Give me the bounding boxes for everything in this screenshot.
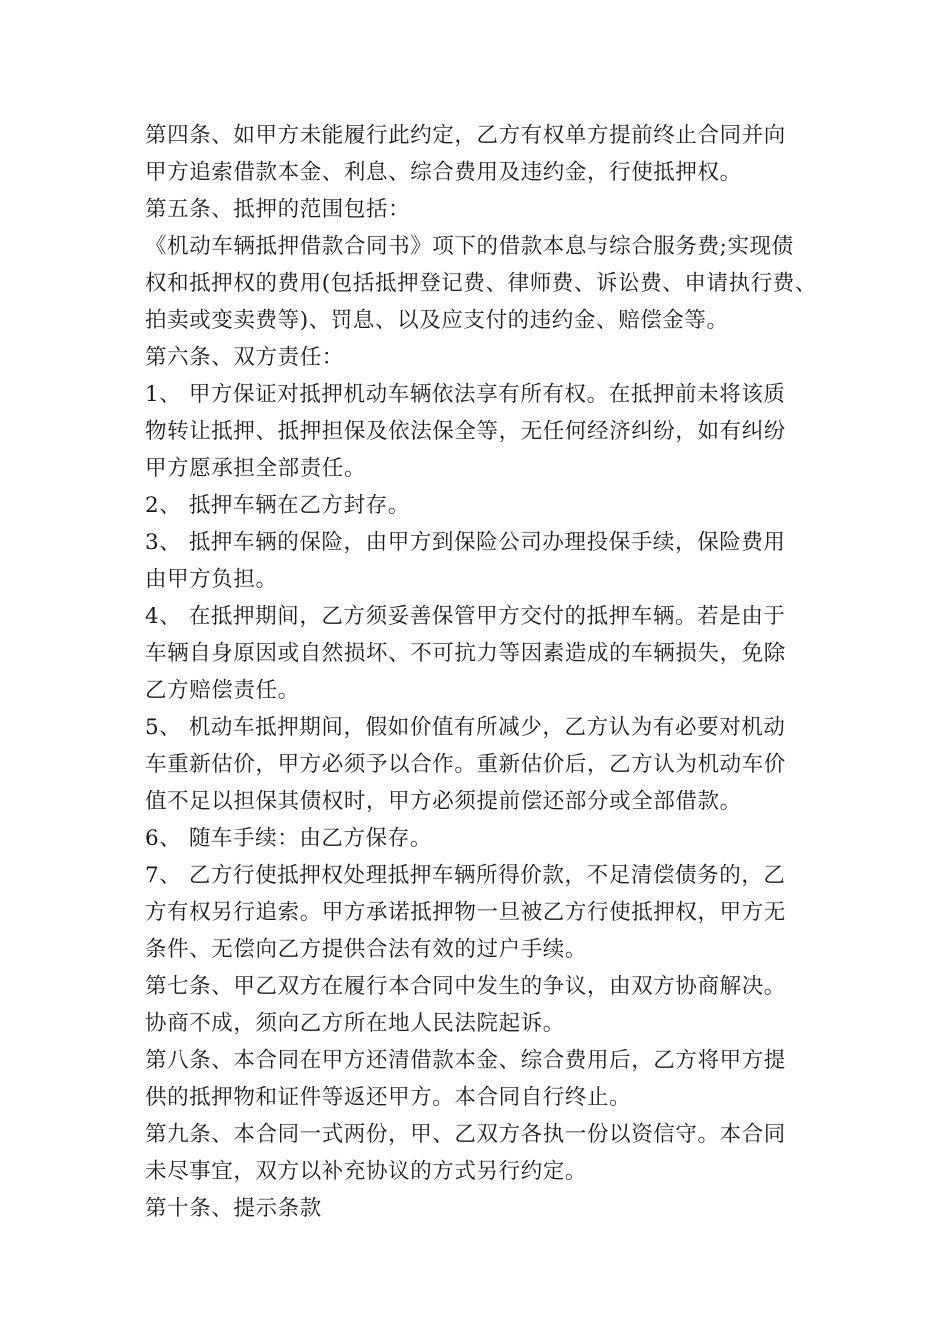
text-line: 车辆自身原因或自然损坏、不可抗力等因素造成的车辆损失，免除 <box>145 641 786 666</box>
text-line: 拍卖或变卖费等)、罚息、以及应支付的违约金、赔偿金等。 <box>145 308 729 333</box>
text-line: 由甲方负担。 <box>145 567 278 592</box>
text-line: 条件、无偿向乙方提供合法有效的过户手续。 <box>145 937 588 962</box>
text-line: 第十条、提示条款 <box>145 1196 322 1221</box>
text-line: 6、 随车手续：由乙方保存。 <box>145 826 432 851</box>
text-line: 甲方追索借款本金、利息、综合费用及违约金，行使抵押权。 <box>145 160 742 185</box>
text-line: 第九条、本合同一式两份，甲、乙双方各执一份以资信守。本合同 <box>145 1122 786 1147</box>
text-line: 方有权另行追索。甲方承诺抵押物一旦被乙方行使抵押权，甲方无 <box>145 900 786 925</box>
text-line: 1、 甲方保证对抵押机动车辆依法享有所有权。在抵押前未将该质 <box>145 382 786 407</box>
text-line: 值不足以担保其债权时，甲方必须提前偿还部分或全部借款。 <box>145 789 742 814</box>
text-line: 供的抵押物和证件等返还甲方。本合同自行终止。 <box>145 1085 632 1110</box>
text-line: 3、 抵押车辆的保险，由甲方到保险公司办理投保手续，保险费用 <box>145 530 786 555</box>
text-line: 甲方愿承担全部责任。 <box>145 456 367 481</box>
contract-body <box>145 117 825 1227</box>
text-line: 未尽事宜，双方以补充协议的方式另行约定。 <box>145 1159 588 1184</box>
text-line: 7、 乙方行使抵押权处理抵押车辆所得价款，不足清偿债务的，乙 <box>145 863 786 888</box>
text-line: 权和抵押权的费用(包括抵押登记费、律师费、诉讼费、申请执行费、 <box>145 271 817 296</box>
text-line: 物转让抵押、抵押担保及依法保全等，无任何经济纠纷，如有纠纷 <box>145 419 786 444</box>
text-line: 第四条、如甲方未能履行此约定，乙方有权单方提前终止合同并向 <box>145 123 786 148</box>
text-line: 乙方赔偿责任。 <box>145 678 300 703</box>
text-line: 协商不成，须向乙方所在地人民法院起诉。 <box>145 1011 565 1036</box>
text-line: 第五条、抵押的范围包括： <box>145 197 411 222</box>
text-line: 第六条、双方责任： <box>145 345 344 370</box>
text-line: 4、 在抵押期间，乙方须妥善保管甲方交付的抵押车辆。若是由于 <box>145 604 786 629</box>
text-line: 2、 抵押车辆在乙方封存。 <box>145 493 410 518</box>
text-line: 《机动车辆抵押借款合同书》项下的借款本息与综合服务费;实现债 <box>145 234 794 259</box>
text-line: 5、 机动车抵押期间，假如价值有所减少，乙方认为有必要对机动 <box>145 715 786 740</box>
text-line: 第八条、本合同在甲方还清借款本金、综合费用后，乙方将甲方提 <box>145 1048 786 1073</box>
text-line: 车重新估价，甲方必须予以合作。重新估价后，乙方认为机动车价 <box>145 752 786 777</box>
text-line: 第七条、甲乙双方在履行本合同中发生的争议，由双方协商解决。 <box>145 974 786 999</box>
